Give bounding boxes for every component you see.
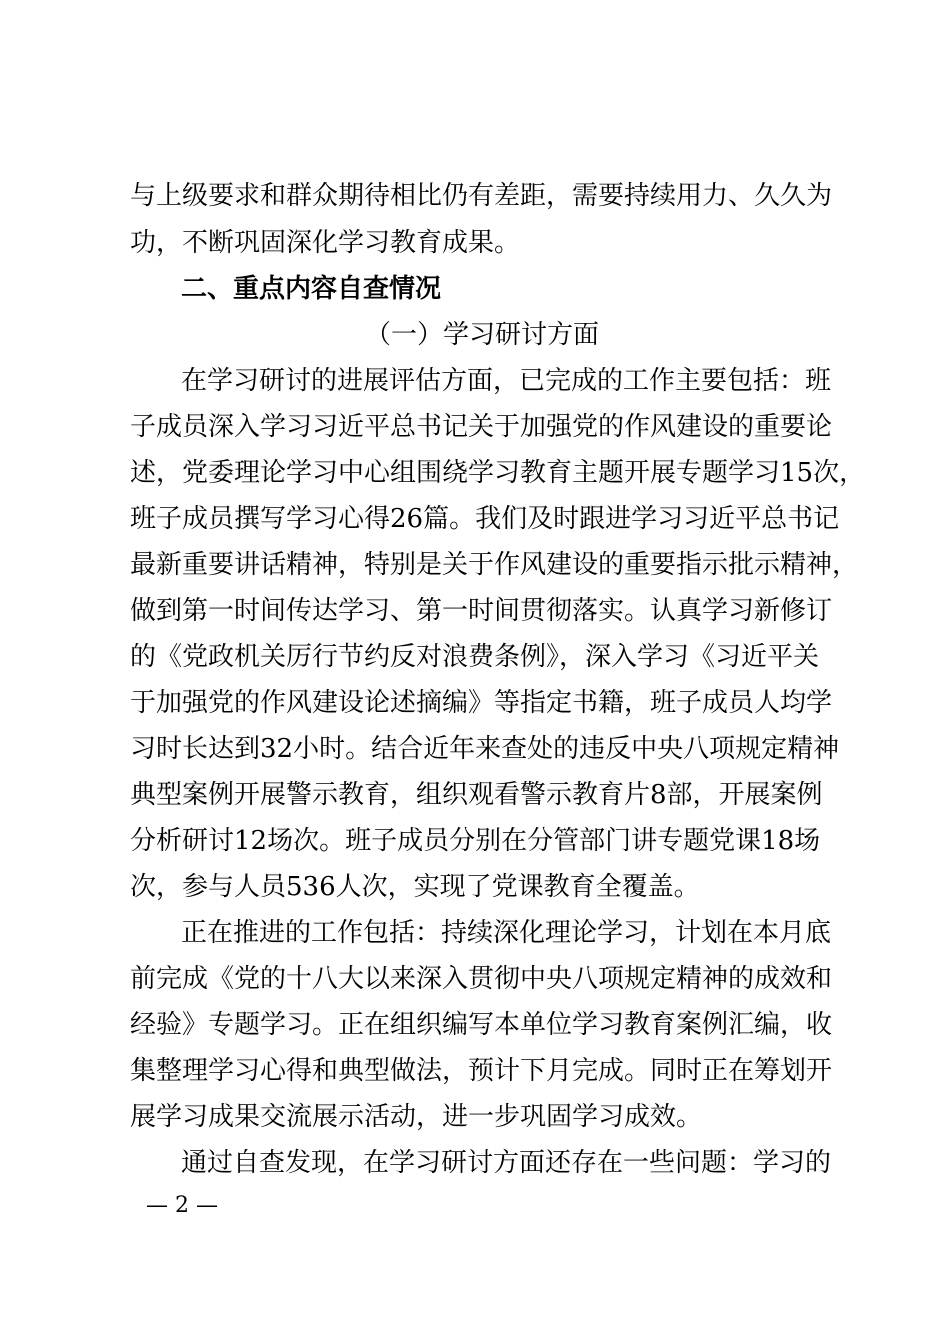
subsection-heading: （一）学习研讨方面: [365, 320, 600, 350]
page-number: — 2 —: [146, 1193, 218, 1218]
text-line: 功，不断巩固深化学习教育成果。: [130, 228, 521, 258]
text-line: 集整理学习心得和典型做法，预计下月完成。同时正在筹划开: [130, 1056, 833, 1086]
text-line: 在学习研讨的进展评估方面，已完成的工作主要包括：班: [181, 366, 832, 396]
text-line: 最新重要讲话精神，特别是关于作风建设的重要指示批示精神，: [130, 550, 859, 580]
text-line: 习时长达到32小时。结合近年来查处的违反中央八项规定精神: [130, 734, 840, 764]
text-line: 于加强党的作风建设论述摘编》等指定书籍，班子成员人均学: [130, 688, 833, 718]
text-line: 前完成《党的十八大以来深入贯彻中央八项规定精神的成效和: [130, 964, 833, 994]
section-heading: 二、重点内容自查情况: [181, 274, 442, 304]
text-line: 与上级要求和群众期待相比仍有差距，需要持续用力、久久为: [130, 181, 833, 211]
text-line: 次，参与人员536人次，实现了党课教育全覆盖。: [130, 872, 700, 902]
text-line: 分析研讨12场次。班子成员分别在分管部门讲专题党课18场: [130, 826, 821, 856]
text-line: 的《党政机关厉行节约反对浪费条例》，深入学习《习近平关: [130, 642, 820, 672]
text-line: 正在推进的工作包括：持续深化理论学习，计划在本月底: [181, 918, 832, 948]
text-line: 班子成员撰写学习心得26篇。我们及时跟进学习习近平总书记: [130, 504, 840, 534]
text-line: 子成员深入学习习近平总书记关于加强党的作风建设的重要论: [130, 412, 833, 442]
text-line: 述，党委理论学习中心组围绕学习教育主题开展专题学习15次，: [130, 458, 866, 488]
text-line: 典型案例开展警示教育，组织观看警示教育片8部，开展案例: [130, 780, 823, 810]
text-line: 做到第一时间传达学习、第一时间贯彻落实。认真学习新修订: [130, 596, 833, 626]
text-line: 展学习成果交流展示活动，进一步巩固学习成效。: [130, 1102, 703, 1132]
text-line: 通过自查发现，在学习研讨方面还存在一些问题：学习的: [181, 1148, 832, 1178]
text-line: 经验》专题学习。正在组织编写本单位学习教育案例汇编，收: [130, 1010, 833, 1040]
